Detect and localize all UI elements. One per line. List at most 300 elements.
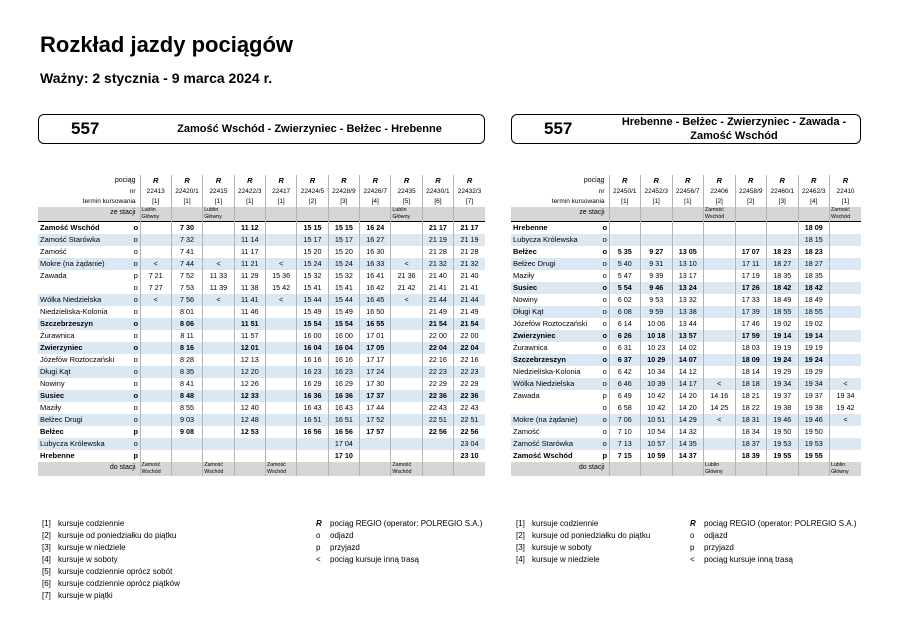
time-cell xyxy=(140,306,171,318)
station-row xyxy=(511,366,861,378)
time-cell: 14 02 xyxy=(672,342,704,354)
time-cell xyxy=(265,450,296,462)
origin-station-row-cell: Zamość Wschód xyxy=(704,207,736,222)
time-cell: 16 27 xyxy=(360,234,391,246)
station-name: Hrebenne xyxy=(40,451,75,460)
time-cell xyxy=(140,354,171,366)
time-cell: 17 26 xyxy=(735,282,767,294)
time-cell: 17 52 xyxy=(360,414,391,426)
time-cell xyxy=(203,354,234,366)
time-cell: 9 59 xyxy=(641,306,673,318)
arrival-departure-marker: p xyxy=(602,391,607,400)
time-cell: 18 21 xyxy=(735,390,767,402)
operating-days-row-cell: [7] xyxy=(454,197,485,207)
time-cell: 18 35 xyxy=(767,270,799,282)
time-cell: 17 37 xyxy=(360,390,391,402)
time-cell xyxy=(422,438,453,450)
origin-station-row xyxy=(511,207,861,222)
time-cell: 9 08 xyxy=(171,426,202,438)
time-cell xyxy=(203,342,234,354)
station-row xyxy=(511,342,861,354)
time-cell: 15 36 xyxy=(265,270,296,282)
operating-days-row-cell: [1] xyxy=(171,197,202,207)
validity-period: Ważny: 2 stycznia - 9 marca 2024 r. xyxy=(40,70,273,86)
time-cell xyxy=(391,318,422,330)
time-cell: 19 46 xyxy=(798,414,830,426)
time-cell: 22 16 xyxy=(422,354,453,366)
station-name: Zamość Wschód xyxy=(513,451,573,460)
time-cell: 16 45 xyxy=(360,294,391,306)
time-cell xyxy=(830,306,862,318)
station-row xyxy=(511,390,861,402)
arrival-departure-marker: o xyxy=(601,234,609,246)
station-row xyxy=(38,354,485,366)
station-name: Nowiny xyxy=(40,379,65,388)
legend-item xyxy=(42,590,180,602)
time-cell xyxy=(830,282,862,294)
time-cell: 7 53 xyxy=(171,282,202,294)
time-cell xyxy=(391,342,422,354)
operating-days-row-cell: [1] xyxy=(203,197,234,207)
time-cell xyxy=(203,414,234,426)
time-cell: < xyxy=(704,378,736,390)
left-symbols-legend xyxy=(316,518,483,566)
time-cell: 16 56 xyxy=(297,426,328,438)
station-row xyxy=(511,234,861,246)
time-cell: 14 16 xyxy=(704,390,736,402)
time-cell: 16 16 xyxy=(328,354,359,366)
station-name: Nowiny xyxy=(513,295,538,304)
time-cell: 19 29 xyxy=(767,366,799,378)
train-category-row-label: pociąg xyxy=(114,177,136,184)
time-cell: 14 12 xyxy=(672,366,704,378)
time-cell: 21 17 xyxy=(422,222,453,235)
destination-station-row-cell xyxy=(171,462,202,476)
time-cell xyxy=(203,330,234,342)
time-cell xyxy=(704,354,736,366)
arrival-departure-marker: o xyxy=(133,331,138,340)
station-name: Niedzieliska-Kolonia xyxy=(40,307,108,316)
time-cell: 17 30 xyxy=(360,378,391,390)
legend-item xyxy=(42,518,180,530)
station-row xyxy=(38,366,485,378)
time-cell: 18 49 xyxy=(798,294,830,306)
station-row xyxy=(511,402,861,414)
time-cell xyxy=(140,402,171,414)
station-name: Zamość xyxy=(40,247,67,256)
time-cell xyxy=(830,426,862,438)
station-row xyxy=(511,426,861,438)
train-category-row-cell: R xyxy=(171,175,202,187)
destination-station-row-cell xyxy=(422,462,453,476)
symbol-key: R xyxy=(316,519,322,528)
time-cell: 19 55 xyxy=(767,450,799,462)
time-cell: 15 44 xyxy=(328,294,359,306)
time-cell xyxy=(704,258,736,270)
time-cell: 7 44 xyxy=(171,258,202,270)
arrival-departure-marker: o xyxy=(602,343,607,352)
time-cell: 16 30 xyxy=(360,246,391,258)
arrival-departure-marker: o xyxy=(133,403,138,412)
time-cell: 12 26 xyxy=(234,378,265,390)
station-row xyxy=(511,414,861,426)
time-cell xyxy=(140,450,171,462)
time-cell: 10 57 xyxy=(641,438,673,450)
time-cell: 21 32 xyxy=(454,258,485,270)
time-cell: 18 42 xyxy=(798,282,830,294)
time-cell: 11 41 xyxy=(234,294,265,306)
train-category-row-cell: R xyxy=(672,175,704,187)
origin-station-row-cell xyxy=(641,207,673,222)
time-cell: 5 54 xyxy=(609,282,641,294)
symbol-key: o xyxy=(316,531,321,540)
station-name: Wólka Niedzielska xyxy=(38,294,132,306)
station-name: Zawada xyxy=(40,271,67,280)
time-cell: < xyxy=(830,378,862,390)
time-cell: 19 37 xyxy=(798,390,830,402)
time-cell: 6 42 xyxy=(609,366,641,378)
time-cell xyxy=(265,318,296,330)
time-cell: 22 43 xyxy=(454,402,485,414)
station-row xyxy=(38,306,485,318)
time-cell: 6 08 xyxy=(609,306,641,318)
operating-days-row xyxy=(511,197,861,207)
time-cell xyxy=(140,234,171,246)
right-route-name: Hrebenne - Bełżec - Zwierzyniec - Zawada - Zamość Wschód xyxy=(621,116,847,142)
time-cell: < xyxy=(830,414,862,426)
time-cell: 9 46 xyxy=(641,282,673,294)
time-cell: 16 51 xyxy=(297,414,328,426)
train-number-row-cell: 22456/7 xyxy=(672,187,704,197)
operating-days-row-cell: [1] xyxy=(830,197,862,207)
time-cell: 6 26 xyxy=(609,330,641,342)
destination-station-row-cell xyxy=(234,462,265,476)
legend-item xyxy=(42,554,180,566)
time-cell xyxy=(203,222,234,235)
station-name: Hrebenne xyxy=(511,222,601,235)
time-cell: 22 00 xyxy=(422,330,453,342)
time-cell: 21 40 xyxy=(454,270,485,282)
time-cell xyxy=(203,318,234,330)
arrival-departure-marker: o xyxy=(602,271,607,280)
train-number-row-cell: 22458/9 xyxy=(735,187,767,197)
time-cell: 12 33 xyxy=(234,390,265,402)
time-cell: 7 13 xyxy=(609,438,641,450)
train-category-row-cell: R xyxy=(798,175,830,187)
time-cell: 17 11 xyxy=(735,258,767,270)
time-cell: 8 35 xyxy=(171,366,202,378)
time-cell: 23 10 xyxy=(454,450,485,462)
page-title: Rozkład jazdy pociągów xyxy=(40,32,294,57)
station-name: Józefów Roztoczański xyxy=(40,355,115,364)
time-cell: 18 22 xyxy=(735,402,767,414)
station-name: Niedzieliska-Kolonia xyxy=(513,367,581,376)
destination-station-row-cell xyxy=(297,462,328,476)
time-cell: 11 46 xyxy=(234,306,265,318)
arrival-departure-marker: o xyxy=(602,223,608,232)
station-row xyxy=(511,438,861,450)
time-cell: 19 29 xyxy=(798,366,830,378)
station-name: Zamość Wschód xyxy=(38,222,132,235)
time-cell: 18 15 xyxy=(798,234,830,246)
legend-key: [2] xyxy=(516,531,525,540)
time-cell: 19 38 xyxy=(767,402,799,414)
origin-station-row-cell: Lublin Główny xyxy=(140,207,171,222)
station-name: Żurawnica xyxy=(513,343,548,352)
time-cell: 9 27 xyxy=(641,246,673,258)
train-number-row-cell: 22410 xyxy=(830,187,862,197)
time-cell: 15 54 xyxy=(328,318,359,330)
destination-station-row xyxy=(38,462,485,476)
time-cell xyxy=(391,426,422,438)
symbol-text: odjazd xyxy=(704,531,728,540)
destination-station-row-cell xyxy=(609,462,641,476)
origin-station-row-cell: Lublin Główny xyxy=(203,207,234,222)
operating-days-row-cell: [2] xyxy=(297,197,328,207)
station-row xyxy=(38,330,485,342)
time-cell xyxy=(735,222,767,235)
arrival-departure-marker: o xyxy=(601,306,609,318)
time-cell xyxy=(265,438,296,450)
time-cell: 21 54 xyxy=(422,318,453,330)
time-cell xyxy=(234,450,265,462)
time-cell: 15 17 xyxy=(328,234,359,246)
time-cell: 14 35 xyxy=(672,438,704,450)
symbol-key: < xyxy=(316,555,321,564)
train-category-row-cell: R xyxy=(735,175,767,187)
time-cell: 21 44 xyxy=(422,294,453,306)
legend-item xyxy=(516,530,650,542)
station-row xyxy=(511,306,861,318)
time-cell xyxy=(391,450,422,462)
time-cell: 22 56 xyxy=(422,426,453,438)
station-name: Zwierzyniec xyxy=(511,330,601,342)
time-cell: 19 53 xyxy=(798,438,830,450)
time-cell: < xyxy=(140,258,171,270)
time-cell: 19 34 xyxy=(830,390,862,402)
station-row xyxy=(38,402,485,414)
time-cell xyxy=(704,366,736,378)
station-name: Susiec xyxy=(511,282,601,294)
time-cell: 11 29 xyxy=(234,270,265,282)
time-cell xyxy=(265,354,296,366)
train-category-row-cell: R xyxy=(704,175,736,187)
arrival-departure-marker: o xyxy=(602,367,607,376)
right-timetable xyxy=(511,175,861,476)
time-cell: 7 56 xyxy=(171,294,202,306)
station-name: Zamość Starówka xyxy=(38,234,132,246)
symbol-text: przyjazd xyxy=(330,543,360,552)
time-cell: 14 32 xyxy=(672,426,704,438)
time-cell: 7 10 xyxy=(609,426,641,438)
time-cell: < xyxy=(203,258,234,270)
time-cell: 17 39 xyxy=(735,306,767,318)
origin-station-row-cell xyxy=(297,207,328,222)
time-cell xyxy=(203,438,234,450)
time-cell: 6 49 xyxy=(609,390,641,402)
legend-item xyxy=(42,578,180,590)
right-line-number: 557 xyxy=(544,119,573,138)
symbol-key: < xyxy=(690,555,695,564)
station-name: Susiec xyxy=(38,390,132,402)
time-cell xyxy=(360,438,391,450)
destination-station-row-cell xyxy=(641,462,673,476)
time-cell: 18 27 xyxy=(798,258,830,270)
time-cell: 18 09 xyxy=(735,354,767,366)
time-cell xyxy=(704,330,736,342)
train-category-row-cell: R xyxy=(454,175,485,187)
time-cell: 21 17 xyxy=(454,222,485,235)
time-cell: 11 21 xyxy=(234,258,265,270)
time-cell: 19 24 xyxy=(767,354,799,366)
time-cell: 16 00 xyxy=(297,330,328,342)
time-cell xyxy=(830,222,862,235)
station-row xyxy=(38,390,485,402)
train-number-row-cell: 22413 xyxy=(140,187,171,197)
operating-days-row-cell: [1] xyxy=(672,197,704,207)
arrival-departure-marker: o xyxy=(601,378,609,390)
time-cell: 6 31 xyxy=(609,342,641,354)
train-category-row-cell: R xyxy=(609,175,641,187)
time-cell: 19 38 xyxy=(798,402,830,414)
symbol-legend-item xyxy=(316,518,483,530)
time-cell: 16 55 xyxy=(360,318,391,330)
station-name: Mokre (na żądanie) xyxy=(38,258,132,270)
arrival-departure-marker: o xyxy=(132,414,140,426)
time-cell: 13 24 xyxy=(672,282,704,294)
time-cell: 13 44 xyxy=(672,318,704,330)
station-name: Mokre (na żądanie) xyxy=(511,414,601,426)
time-cell: 17 44 xyxy=(360,402,391,414)
legend-text: kursuje w soboty xyxy=(58,555,118,564)
time-cell xyxy=(704,450,736,462)
time-cell xyxy=(140,318,171,330)
time-cell: 18 34 xyxy=(735,426,767,438)
symbol-key: R xyxy=(690,519,696,528)
train-number-row-cell: 22420/1 xyxy=(171,187,202,197)
time-cell xyxy=(830,330,862,342)
station-name: Józefów Roztoczański xyxy=(513,319,588,328)
symbol-text: przyjazd xyxy=(704,543,734,552)
time-cell: 17 01 xyxy=(360,330,391,342)
time-cell xyxy=(391,354,422,366)
time-cell: 14 17 xyxy=(672,378,704,390)
time-cell: 11 12 xyxy=(234,222,265,235)
station-row xyxy=(511,282,861,294)
time-cell xyxy=(641,234,673,246)
right-route-header xyxy=(511,114,861,144)
operating-days-row-cell: [6] xyxy=(422,197,453,207)
time-cell: 6 58 xyxy=(609,402,641,414)
station-name: Lubycza Królewska xyxy=(511,234,601,246)
station-row xyxy=(511,450,861,462)
legend-key: [4] xyxy=(42,555,51,564)
station-name: Żurawnica xyxy=(40,331,75,340)
time-cell xyxy=(265,342,296,354)
time-cell xyxy=(391,234,422,246)
time-cell: 18 23 xyxy=(798,246,830,258)
train-category-row-cell: R xyxy=(328,175,359,187)
arrival-departure-marker: o xyxy=(602,319,607,328)
origin-station-row-cell xyxy=(609,207,641,222)
origin-station-row-cell xyxy=(735,207,767,222)
time-cell xyxy=(140,366,171,378)
time-cell: 22 29 xyxy=(454,378,485,390)
time-cell: 15 32 xyxy=(297,270,328,282)
station-row xyxy=(511,330,861,342)
train-category-row-cell: R xyxy=(641,175,673,187)
time-cell xyxy=(830,450,862,462)
time-cell: 13 57 xyxy=(672,330,704,342)
time-cell: 18 09 xyxy=(798,222,830,235)
legend-text: kursuje w piątki xyxy=(58,591,113,600)
legend-key: [1] xyxy=(42,519,51,528)
arrival-departure-marker: o xyxy=(133,391,139,400)
time-cell: 10 42 xyxy=(641,402,673,414)
destination-station-row-cell: Zamość Wschód xyxy=(391,462,422,476)
station-name: Szczebrzeszyn xyxy=(38,318,132,330)
time-cell: 22 23 xyxy=(454,366,485,378)
symbol-legend-item xyxy=(690,542,857,554)
time-cell: 12 48 xyxy=(234,414,265,426)
time-cell xyxy=(265,426,296,438)
station-name: Maziły xyxy=(513,271,535,280)
time-cell xyxy=(140,390,171,402)
arrival-departure-marker: o xyxy=(602,427,607,436)
time-cell xyxy=(704,270,736,282)
train-category-row-cell: R xyxy=(767,175,799,187)
time-cell: 21 19 xyxy=(454,234,485,246)
time-cell: 13 32 xyxy=(672,294,704,306)
time-cell: 16 43 xyxy=(328,402,359,414)
time-cell: 10 18 xyxy=(641,330,673,342)
time-cell xyxy=(265,306,296,318)
time-cell: 14 29 xyxy=(672,414,704,426)
arrival-departure-marker: p xyxy=(133,427,139,436)
station-row xyxy=(38,414,485,426)
arrival-departure-marker: o xyxy=(133,319,139,328)
time-cell: 13 10 xyxy=(672,258,704,270)
station-name xyxy=(511,402,601,414)
legend-text: kursuje w niedziele xyxy=(58,543,126,552)
legend-key: [6] xyxy=(42,579,51,588)
operating-days-row xyxy=(38,197,485,207)
destination-station-row-label: do stacji xyxy=(511,462,609,476)
time-cell xyxy=(203,390,234,402)
time-cell xyxy=(203,402,234,414)
time-cell: 10 39 xyxy=(641,378,673,390)
train-number-row-cell: 22417 xyxy=(265,187,296,197)
origin-station-row-cell xyxy=(798,207,830,222)
time-cell: 9 03 xyxy=(171,414,202,426)
station-name: Długi Kąt xyxy=(511,306,601,318)
time-cell xyxy=(672,234,704,246)
symbol-legend-item xyxy=(316,554,483,566)
time-cell xyxy=(203,378,234,390)
time-cell: 19 14 xyxy=(767,330,799,342)
station-name: Bełżec xyxy=(40,427,64,436)
legend-item xyxy=(42,542,180,554)
time-cell: 15 49 xyxy=(297,306,328,318)
time-cell xyxy=(830,318,862,330)
train-number-row-cell: 22426/7 xyxy=(360,187,391,197)
time-cell: 21 32 xyxy=(422,258,453,270)
time-cell xyxy=(830,366,862,378)
time-cell: 6 02 xyxy=(609,294,641,306)
operating-days-row-cell: [1] xyxy=(265,197,296,207)
time-cell: 19 53 xyxy=(767,438,799,450)
time-cell xyxy=(171,438,202,450)
